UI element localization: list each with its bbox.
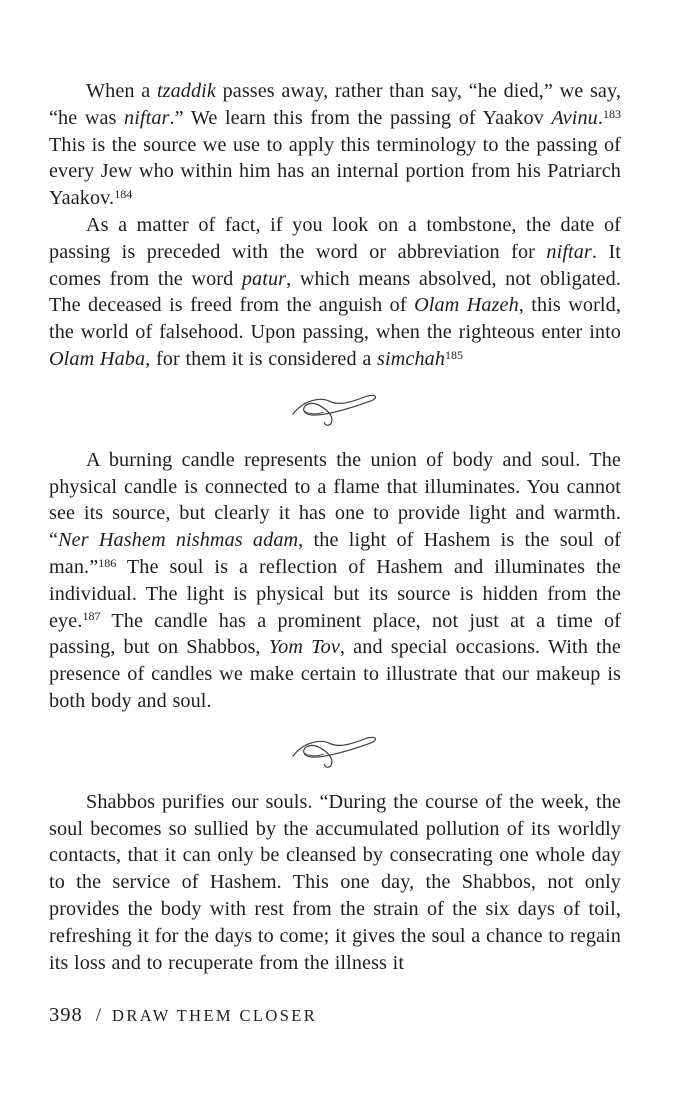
text-run: patur xyxy=(241,267,287,290)
text-run: Ner Hashem nishmas adam, xyxy=(58,529,304,552)
footnote-marker: 185 xyxy=(445,347,464,362)
text-flow xyxy=(49,78,621,976)
page-footer xyxy=(49,1004,317,1027)
page-number: 398 xyxy=(49,1004,83,1026)
text-run: Shabbos purifies our souls. “During the course of the week, the soul becomes so sullied by the accumulated pollution of its worldly contacts, that it can only be cleansed by consecrating one whole day to the service of Hashem. This one day, the Shabbos, not only provides the body with rest from the strain of the six days of toil, refreshing it for the days to come; it gives the soul a chance to regain its loss and to recuperate from the illness it xyxy=(49,790,621,974)
footnote-marker: 187 xyxy=(82,609,101,624)
footer-separator: / xyxy=(95,1005,102,1026)
text-run: Yom Tov xyxy=(268,636,340,659)
text-run: niftar xyxy=(546,240,592,263)
paragraph xyxy=(49,447,621,715)
text-run: .” We learn this from the passing of Yaakov xyxy=(169,106,552,129)
text-run: Avinu xyxy=(551,106,598,129)
text-run: , for them it is considered a xyxy=(145,347,378,370)
text-run: , this world, the world of falsehood. Upon passing, when the righteous enter into xyxy=(49,294,621,344)
text-run: Olam Haba xyxy=(49,347,146,370)
text-run: simchah xyxy=(377,347,446,370)
text-run: passes away, rather than say, “he died,” we say, “he was xyxy=(49,80,621,129)
text-run: the light of Hashem is the soul of man.” xyxy=(49,529,621,578)
text-run: . It comes from the word xyxy=(49,240,622,290)
text-run: When a xyxy=(86,80,157,102)
footnote-marker: 183 xyxy=(603,106,621,121)
text-run: niftar xyxy=(124,106,170,129)
text-run: A burning candle represents the union of body and soul. The physical candle is connected to a flame that illuminates. You cannot see its source, but clearly it has one to provide light and warmth. “ xyxy=(49,448,621,552)
text-run: , which means absolved, not obligated. The deceased is freed from the anguish of xyxy=(49,267,621,317)
paragraph xyxy=(49,212,621,373)
footnote-marker: 186 xyxy=(98,555,117,570)
section-divider-flourish-icon xyxy=(49,388,621,430)
paragraph xyxy=(49,78,621,212)
footnote-marker: 184 xyxy=(114,186,133,201)
section-divider-flourish-icon xyxy=(49,730,621,772)
text-run: As a matter of fact, if you look on a tombstone, the date of passing is preceded with the word or abbreviation for xyxy=(49,213,621,263)
text-run: Olam Hazeh xyxy=(414,294,519,317)
text-run: This is the source we use to apply this terminology to the passing of every Jew who within him has an internal portion from his Patriarch Yaakov. xyxy=(49,133,621,210)
paragraph xyxy=(49,789,621,977)
text-run: The candle has a prominent place, not just at a time of passing, but on Shabbos, xyxy=(49,609,621,659)
text-run: . xyxy=(597,106,603,129)
running-title: DRAW THEM CLOSER xyxy=(112,1006,318,1025)
text-run: tzaddik xyxy=(156,80,216,102)
text-run: , and special occasions. With the presence of candles we make certain to illustrate that our makeup is both body and soul. xyxy=(49,636,621,712)
text-run: The soul is a reflection of Hashem and illuminates the individual. The light is physical but its source is hidden from the eye. xyxy=(49,555,621,632)
